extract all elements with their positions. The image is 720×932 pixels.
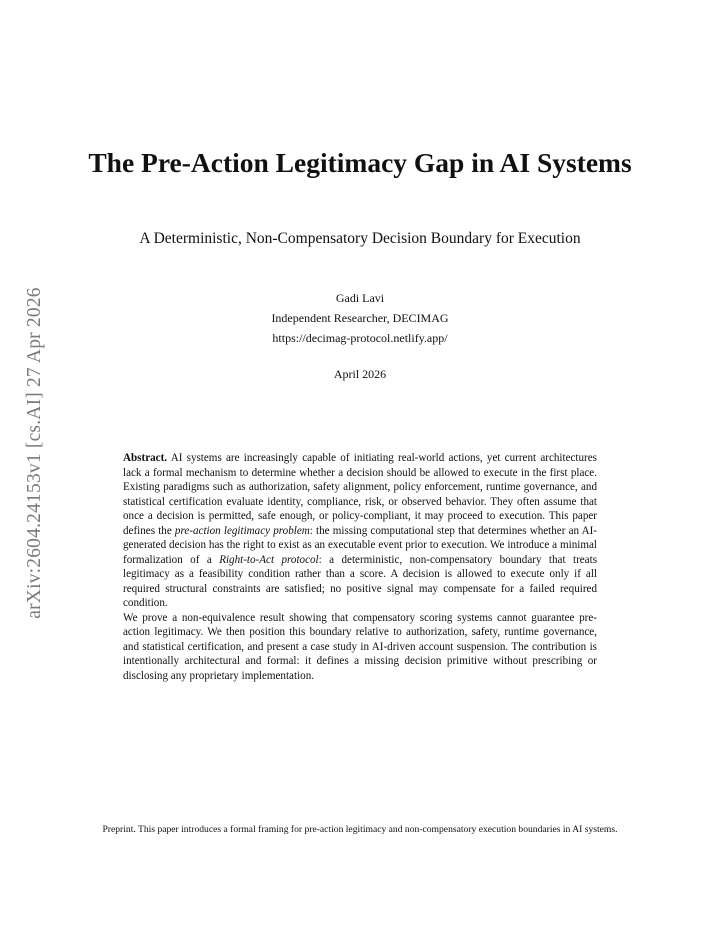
author-affiliation: Independent Researcher, DECIMAG bbox=[271, 311, 449, 325]
abstract bbox=[123, 451, 597, 683]
author-url[interactable]: https://decimag-protocol.netlify.app/ bbox=[272, 331, 448, 345]
publication-date: April 2026 bbox=[333, 367, 387, 381]
emphasis-term: pre-action legitimacy problem bbox=[174, 524, 310, 537]
paper-title: The Pre-Action Legitimacy Gap in AI Systems bbox=[88, 147, 632, 178]
arxiv-identifier: arXiv:2604.24153v1 [cs.AI] 27 Apr 2026 bbox=[24, 287, 45, 619]
abstract-paragraph-2: We prove a non-equivalence result showing that compensatory scoring systems cannot guarantee pre-action legitimacy. We then position this boundary relative to authorization, safety, runtime governance, and statistical certification, and present a case study in AI-driven account suspension. The contribution is intentionally architectural and formal: it defines a missing decision primitive without prescribing or disclosing any proprietary implementation. bbox=[123, 611, 597, 682]
abstract-paragraph-1: Abstract. AI systems are increasingly capable of initiating real-world actions, yet current architectures lack a formal mechanism to determine whether a decision should be allowed to execute in the first place. Existing paradigms such as authorization, safety alignment, policy enforcement, runtime governance, and statistical certification evaluate identity, compliance, risk, or observed behavior. They often assume that once a decision is permitted, safe enough, or policy-compliant, it may proceed to execution. This paper defines the pre-action legitimacy problem: the missing computational step that determines whether an AI-generated decision has the right to exist as an executable event prior to execution. We introduce a minimal formalization of a Right-to-Act protocol: a deterministic, non-compensatory boundary that treats legitimacy as a feasibility condition rather than a score. A decision is allowed to execute only if all required structural constraints are satisfied; no positive signal may compensate for a failed required condition. bbox=[123, 452, 598, 609]
footer-note: Preprint. This paper introduces a formal framing for pre-action legitimacy and non-compensatory execution boundaries in AI systems. bbox=[102, 824, 618, 835]
author-block bbox=[60, 288, 660, 348]
paper-subtitle: A Deterministic, Non-Compensatory Decision Boundary for Execution bbox=[139, 230, 581, 247]
abstract-label: Abstract. bbox=[123, 452, 168, 464]
author-name: Gadi Lavi bbox=[335, 291, 385, 305]
emphasis-term: Right-to-Act protocol bbox=[219, 553, 319, 566]
